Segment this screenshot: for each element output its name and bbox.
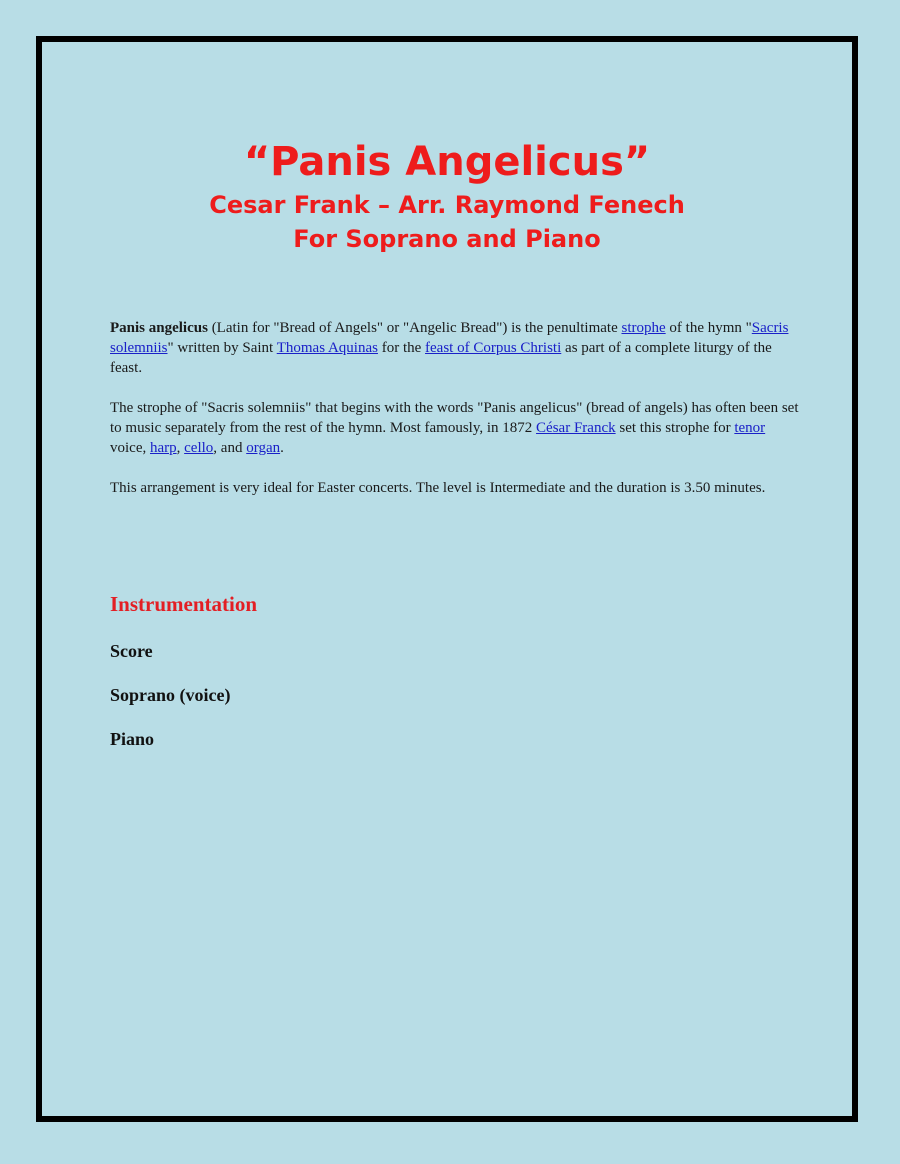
composer-arranger-line: Cesar Frank – Arr. Raymond Fenech [209, 191, 685, 219]
paragraph-intro [110, 318, 800, 378]
link-strophe[interactable]: strophe [621, 320, 666, 336]
instrumentation-heading: Instrumentation [110, 592, 258, 616]
paragraph-arrangement: This arrangement is very ideal for Easter concerts. The level is Intermediate and the duration is 3.50 minutes. [110, 480, 766, 496]
paragraph-history [110, 398, 800, 458]
link-sacris-solemniis[interactable]: Sacris solemniis [110, 320, 789, 356]
text-span: for the [377, 340, 426, 356]
instrumentation-list [110, 640, 231, 772]
link-tenor[interactable]: tenor [734, 420, 766, 436]
link-cesar-franck[interactable]: César Franck [536, 420, 616, 436]
text-span: as part of a complete liturgy of the feast. [110, 340, 772, 376]
term-panis-angelicus: Panis angelicus [110, 320, 208, 336]
text-span: , [176, 440, 185, 456]
instrument-item-piano: Piano [110, 729, 155, 749]
text-span: voice, [110, 440, 150, 456]
text-span: , and [213, 440, 247, 456]
instrumentation-line: For Soprano and Piano [293, 225, 601, 253]
page-frame [36, 36, 858, 1122]
text-span: " written by Saint [167, 340, 277, 356]
link-cello[interactable]: cello [184, 440, 214, 456]
link-organ[interactable]: organ [246, 440, 281, 456]
instrument-item-soprano: Soprano (voice) [110, 685, 231, 705]
text-span: set this strophe for [615, 420, 735, 436]
text-span: of the hymn " [665, 320, 752, 336]
header [42, 136, 852, 256]
link-thomas-aquinas[interactable]: Thomas Aquinas [276, 340, 378, 356]
link-feast-of-corpus-christi[interactable]: feast of Corpus Christi [425, 340, 562, 356]
description [110, 318, 800, 518]
text-span: . [280, 440, 284, 456]
instrument-item-score: Score [110, 641, 153, 661]
text-span: The strophe of "Sacris solemniis" that begins with the words "Panis angelicus" (bread of angels) has often been set to music separately from the rest of the hymn. Most famously, in 1872 [110, 400, 799, 436]
page-title: “Panis Angelicus” [243, 139, 651, 185]
link-harp[interactable]: harp [149, 440, 177, 456]
text-span: (Latin for "Bread of Angels" or "Angelic Bread") is the penultimate [207, 320, 622, 336]
